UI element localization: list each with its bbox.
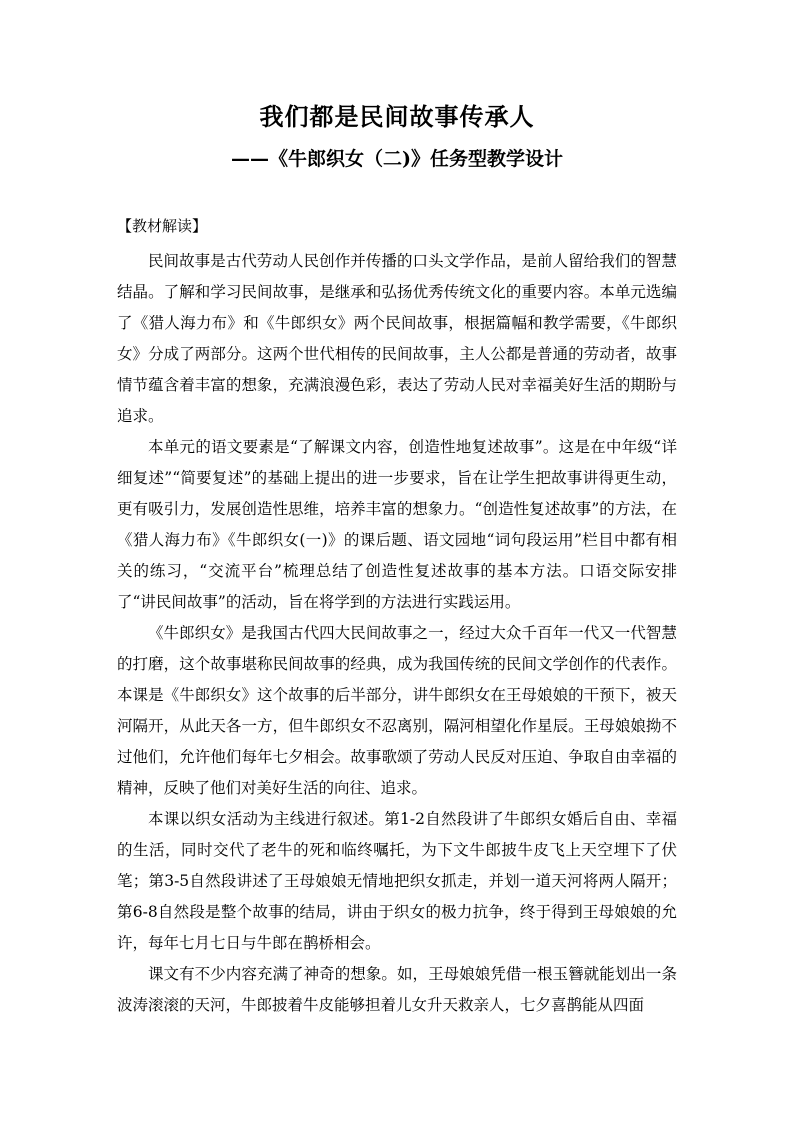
paragraph: 本单元的语文要素是“了解课文内容，创造性地复述故事”。这是在中年级“详细复述”“简要复述”的基础上提出的进一步要求，旨在让学生把故事讲得更生动，更有吸引力，发展创造性思维，培养丰富的想象力。“创造性复述故事”的方法，在《猎人海力布》《牛郎织女(一)》的课后题、语文园地“词句段运用”栏目中都有相关的练习，“交流平台”梳理总结了创造性复述故事的基本方法。口语交际安排了“讲民间故事”的活动，旨在将学到的方法进行实践运用。 <box>117 438 677 611</box>
section-heading: 【教材解读】 <box>117 217 208 235</box>
paragraph: 民间故事是古代劳动人民创作并传播的口头文学作品，是前人留给我们的智慧结晶。了解和学习民间故事，是继承和弘扬优秀传统文化的重要内容。本单元选编了《猎人海力布》和《牛郎织女》两个民间故事，根据篇幅和教学需要，《牛郎织女》分成了两部分。这两个世代相传的民间故事，主人公都是普通的劳动者，故事情节蕴含着丰富的想象，充满浪漫色彩，表达了劳动人民对幸福美好生活的期盼与追求。 <box>117 252 677 425</box>
paragraph: 本课以织女活动为主线进行叙述。第1-2自然段讲了牛郎织女婚后自由、幸福的生活，同时交代了老牛的死和临终嘱托，为下文牛郎披牛皮飞上天空埋下了伏笔；第3-5自然段讲述了王母娘娘无情地把织女抓走，并划一道天河将两人隔开；第6-8自然段是整个故事的结局，讲由于织女的极力抗争，终于得到王母娘娘的允许，每年七月七日与牛郎在鹊桥相会。 <box>117 810 677 952</box>
document-body <box>117 215 677 1021</box>
document-title: 我们都是民间故事传承人 <box>259 102 535 131</box>
paragraph: 《牛郎织女》是我国古代四大民间故事之一，经过大众千百年一代又一代智慧的打磨，这个故事堪称民间故事的经典，成为我国传统的民间文学创作的代表作。本课是《牛郎织女》这个故事的后半部分，讲牛郎织女在王母娘娘的干预下，被天河隔开，从此天各一方，但牛郎织女不忍离别，隔河相望化作星辰。王母娘娘拗不过他们，允许他们每年七夕相会。故事歌颂了劳动人民反对压迫、争取自由幸福的精神，反映了他们对美好生活的向往、追求。 <box>117 624 677 797</box>
paragraph: 课文有不少内容充满了神奇的想象。如，王母娘娘凭借一根玉簪就能划出一条波涛滚滚的天河，牛郎披着牛皮能够担着儿女升天救亲人，七夕喜鹊能从四面 <box>117 965 677 1014</box>
document-subtitle: ——《牛郎织女（二)》任务型教学设计 <box>231 148 563 170</box>
